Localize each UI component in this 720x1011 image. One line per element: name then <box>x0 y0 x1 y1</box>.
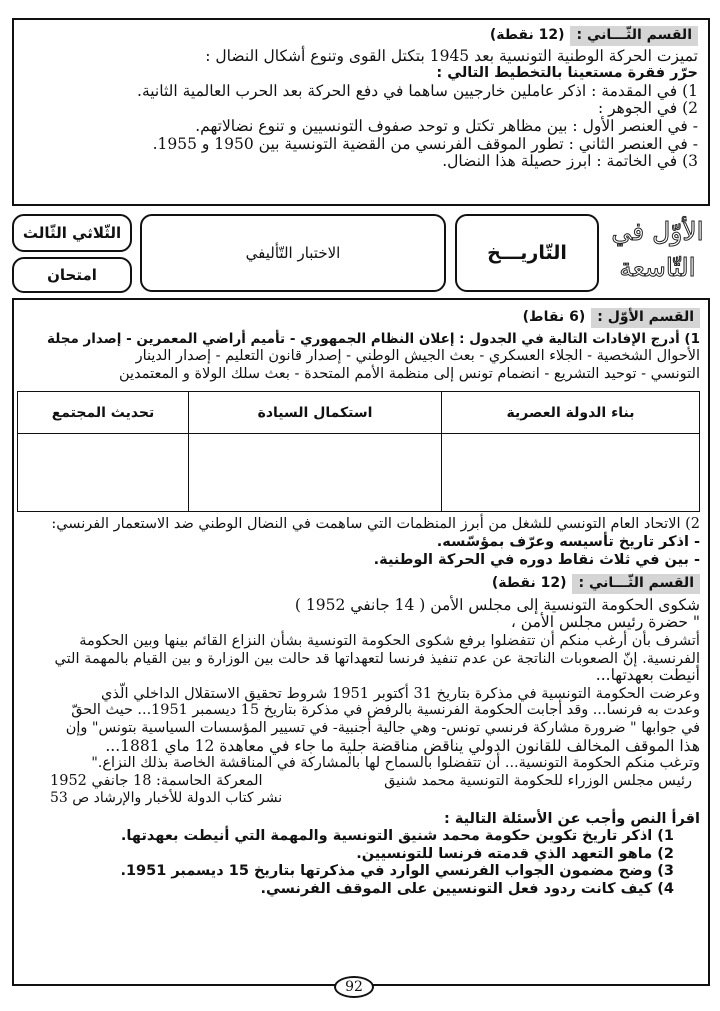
text-line: 3) في الخاتمة : ابرز حصيلة هذا النضال. <box>442 152 698 171</box>
text-line: هذا الموقف المخالف للقانون الدولي يناقض مناقضة جلية ما جاء في معاهدة 12 ماي 1881... <box>105 736 700 755</box>
exam-label-box: امتحان <box>12 257 132 293</box>
table-header: بناء الدولة العصرية <box>442 392 700 434</box>
text-line: تميزت الحركة الوطنية التونسية بعد 1945 بتكتل القوى وتنوع أشكال النضال : <box>205 46 698 65</box>
part2-heading: القسم الثّـــاني : <box>572 574 700 594</box>
text-line: أنيطت بعهدتها... <box>595 666 700 685</box>
text-line: وعرضت الحكومة التونسية في مذكرة بتاريخ 31 أكتوبر 1951 شروط تحقيق الاستقلال الداخلي الّذي <box>100 684 700 702</box>
text-line: " حضرة رئيس مجلس الأمن ، <box>510 613 700 632</box>
text-line: 1) في المقدمة : اذكر عاملين خارجيين ساهما في دفع الحركة بعد الحرب العالمية الثانية. <box>137 81 698 100</box>
q2-line: - اذكر تاريخ تأسيسه وعرّف بمؤسّسه. <box>436 533 700 550</box>
question-item: 4) كيف كانت ردود فعل التونسيين على الموقف الفرنسي. <box>260 881 674 898</box>
signature: رئيس مجلس الوزراء للحكومة التونسية محمد شنيق <box>384 772 692 789</box>
section-heading: القسم الثّـــاني : <box>570 26 698 46</box>
text-line: وترغب منكم الحكومة التونسية... أن تتفضلوا بالسماح لها بالمشاركة في المناقشة الخاصة بذلك النزاع." <box>91 755 700 772</box>
part1-points: (6 نقاط) <box>522 309 586 325</box>
section-points: (12 نقطة) <box>489 27 565 43</box>
part1-heading: القسم الأوّل : <box>591 308 700 328</box>
main-exam-box <box>12 298 710 986</box>
text-line: وعدت به فرنسا... وقد أجابت الحكومة الفرنسية بالرفض في مذكرة بتاريخ 15 ديسمبر 1951... حيث الحقّ <box>71 702 700 719</box>
logo-text: الأوّل في التّاسعة <box>611 217 704 282</box>
part2-points: (12 نقطة) <box>491 575 567 592</box>
top-section-box <box>12 18 710 206</box>
q1-line: 1) أدرج الإفادات التالية في الجدول : إعلان النظام الجمهوري - تأميم أراضي المعمرين - إصدار مجلة <box>47 330 700 347</box>
text-line: الفرنسية. إنّ الصعوبات الناتجة عن عدم تنفيذ فرنسا لتعهداتها قد حالت بين الوزارة و بين القيام بالمهمة التي <box>54 649 700 667</box>
q2-line: 2) الاتحاد العام التونسي للشغل من أبرز المنظمات التي ساهمت في النضال الوطني ضد الاستعمار الفرنسي: <box>51 516 700 533</box>
source-publisher: نشر كتاب الدولة للأخبار والإرشاد ص 53 <box>50 789 283 806</box>
instruction-line: حرّر فقرة مستعينا بالتخطيط التالي : <box>436 65 698 82</box>
page-number: 92 <box>334 976 374 998</box>
table-cell-input[interactable] <box>442 434 700 512</box>
text-title: شكوى الحكومة التونسية إلى مجلس الأمن ( 14 جانفي 1952 ) <box>294 595 700 614</box>
text-line: في جوابها " ضرورة مشاركة فرنسي تونس- وهي جالية أجنبية- في تسيير المؤسسات السياسية بتونس" وإن <box>65 719 700 736</box>
questions-instruction: اقرأ النص وأجب عن الأسئلة التالية : <box>444 810 700 827</box>
term-box: الثّلاثي الثّالث <box>12 214 132 252</box>
source-book: المعركة الحاسمة: 18 جانفي 1952 <box>50 772 263 789</box>
q2-line: - بين في ثلاث نقاط دوره في الحركة الوطنية. <box>373 551 700 568</box>
subject-box: التّاريـــخ <box>455 214 599 292</box>
text-line: 2) في الجوهر : <box>597 99 698 118</box>
table-header: تحديث المجتمع <box>18 392 189 434</box>
question-item: 3) وضح مضمون الجواب الفرنسي الوارد في مذكرتها بتاريخ 15 ديسمبر 1951. <box>120 863 674 880</box>
text-line: أتشرف بأن أرغب منكم أن تتفضلوا برفع شكوى الحكومة التونسية بشأن النزاع القائم بينها وبين الحكومة <box>79 631 700 649</box>
table-cell-input[interactable] <box>189 434 442 512</box>
classification-table <box>17 391 700 512</box>
table-cell-input[interactable] <box>18 434 189 512</box>
text-line: - في العنصر الأول : بين مظاهر تكتل و توحد صفوف التونسيين و تنوع نضالاتهم. <box>195 116 698 135</box>
question-item: 2) ماهو التعهد الذي قدمته فرنسا للتونسيين. <box>356 845 674 862</box>
exam-type-box: الاختبار التّأليفي <box>140 214 446 292</box>
text-line: - في العنصر الثاني : تطور الموقف الفرنسي من القضية التونسية بين 1950 و 1955. <box>152 134 698 153</box>
question-item: 1) اذكر تاريخ تكوين حكومة محمد شنيق التونسية والمهمة التي أنيطت بعهدتها. <box>120 828 674 845</box>
table-header: استكمال السيادة <box>189 392 442 434</box>
q1-line: التونسي - توحيد التشريع - انضمام تونس إلى منظمة الأمم المتحدة - بعث سلك الولاة و المعتمدين <box>119 365 700 382</box>
q1-line: الأحوال الشخصية - الجلاء العسكري - بعث الجيش الوطني - إصدار قانون التعليم - إصدار الدينار <box>135 348 700 365</box>
